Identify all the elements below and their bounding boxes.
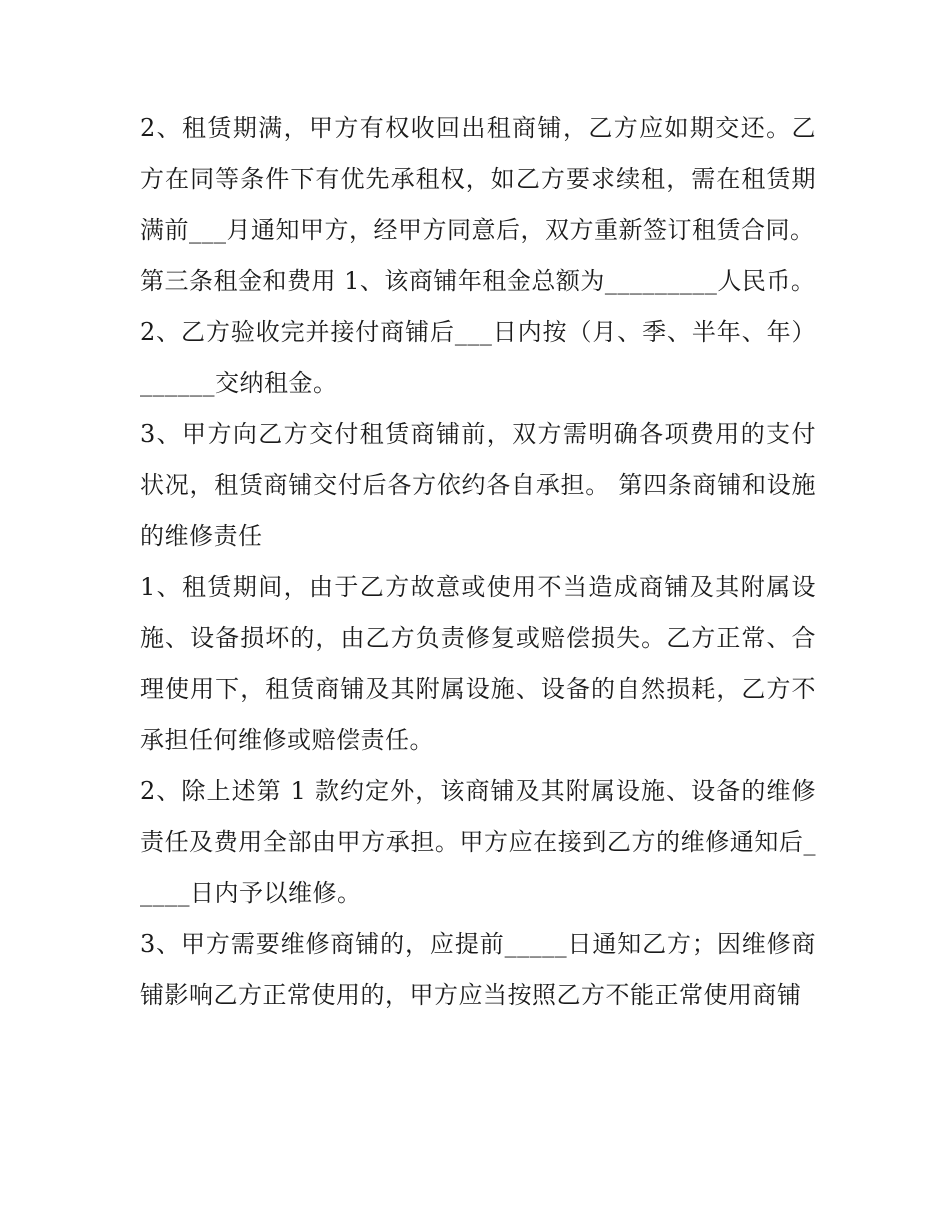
paragraph-fees-article-4: 3、甲方向乙方交付租赁商铺前，双方需明确各项费用的支付状况，租赁商铺交付后各方依约各自承担。 第四条商铺和设施的维修责任 [140,420,816,550]
paragraph-rent-payment: 2、乙方验收完并接付商铺后___日内按（月、季、半年、年）______交纳租金。 [140,318,816,397]
paragraph-repair-notice: 3、甲方需要维修商铺的，应提前_____日通知乙方；因维修商铺影响乙方正常使用的，甲方应当按照乙方不能正常使用商铺 [140,930,816,1009]
paragraph-lease-expiry: 2、租赁期满，甲方有权收回出租商铺，乙方应如期交还。乙方在同等条件下有优先承租权，如乙方要求续租，需在租赁期满前___月通知甲方，经甲方同意后，双方重新签订租赁合同。 [140,114,816,244]
document-body [140,103,816,1021]
paragraph-tenant-damage: 1、租赁期间，由于乙方故意或使用不当造成商铺及其附属设施、设备损坏的，由乙方负责修复或赔偿损失。乙方正常、合理使用下，租赁商铺及其附属设施、设备的自然损耗，乙方不承担任何维修或赔偿责任。 [140,573,816,754]
paragraph-article-3-rent: 第三条租金和费用 1、该商铺年租金总额为_________人民币。 [140,267,816,295]
paragraph-landlord-repair: 2、除上述第 1 款约定外，该商铺及其附属设施、设备的维修责任及费用全部由甲方承担。甲方应在接到乙方的维修通知后_____日内予以维修。 [140,777,816,907]
